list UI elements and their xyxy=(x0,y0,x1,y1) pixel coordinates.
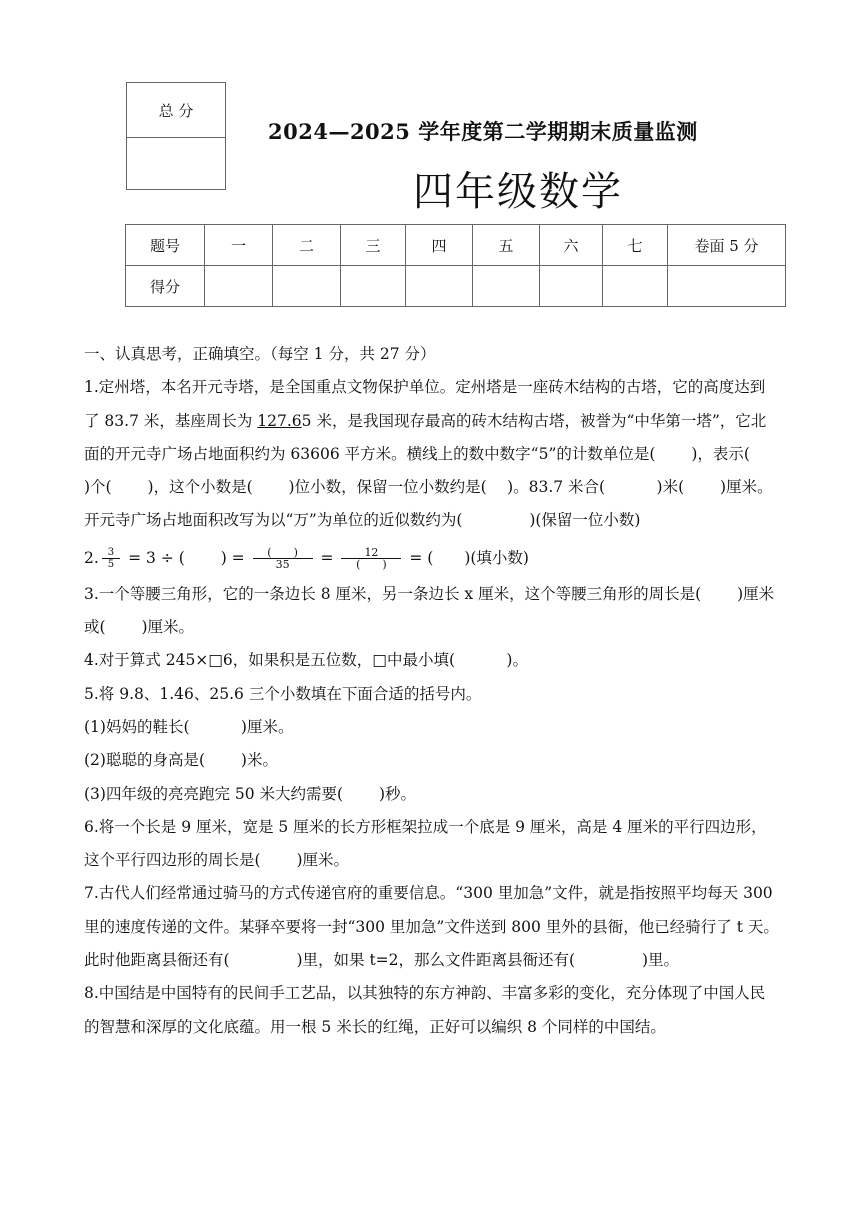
total-score-label: 总 分 xyxy=(127,83,226,138)
frac-num: 12 xyxy=(341,547,401,559)
section-heading: 一、认真思考，正确填空。（每空 1 分，共 27 分） xyxy=(84,345,436,363)
q2-end: = ( )(填小数) xyxy=(404,548,529,567)
q1-underlined-number: 127.6 xyxy=(257,411,302,430)
frac-den: 5 xyxy=(107,559,115,571)
frac-num: ( ) xyxy=(253,547,313,559)
q2-prefix: 2. xyxy=(84,548,99,567)
q1-text-a: 1.定州塔，本名开元寺塔，是全国重点文物保护单位。定州塔是一座砖木结构的古塔，它的高度达到了 83.7 米，基座周长为 xyxy=(84,378,766,430)
header-cell: 六 xyxy=(540,225,603,266)
fraction-blank-35 xyxy=(253,547,313,570)
header-cell: 三 xyxy=(341,225,406,266)
header-cell: 四 xyxy=(406,225,473,266)
score-cell[interactable] xyxy=(205,266,273,307)
header-cell: 题号 xyxy=(126,225,205,266)
score-cell[interactable] xyxy=(473,266,540,307)
frac-num: 3 xyxy=(102,547,120,559)
fraction-12-blank xyxy=(341,547,401,570)
question-5-3: (3)四年级的亮亮跑完 50 米大约需要( )秒。 xyxy=(84,784,417,803)
question-1 xyxy=(84,371,786,537)
score-table xyxy=(125,224,786,307)
score-cell[interactable] xyxy=(540,266,603,307)
question-7: 7.古代人们经常通过骑马的方式传递官府的重要信息。“300 里加急”文件，就是指按照平均每天 300 里的速度传递的文件。某驿卒要将一封“300 里加急”文件送到 800 里外的县衙，他已经骑行了 t 天。此时他距离县衙还有( )里，如果 t=2，那么文件距离县衙还有( )里。 xyxy=(84,884,779,970)
score-cell[interactable] xyxy=(273,266,341,307)
question-5: 5.将 9.8、1.46、25.6 三个小数填在下面合适的括号内。 xyxy=(84,684,482,703)
header-cell: 五 xyxy=(473,225,540,266)
total-score-cell[interactable] xyxy=(127,138,226,190)
score-table-header-row xyxy=(126,225,786,266)
question-3: 3.一个等腰三角形，它的一条边长 8 厘米，另一条边长 x 厘米，这个等腰三角形的周长是( )厘米或( )厘米。 xyxy=(84,584,775,637)
score-cell[interactable] xyxy=(341,266,406,307)
question-8: 8.中国结是中国特有的民间手工艺品，以其独特的东方神韵、丰富多彩的变化，充分体现了中国人民的智慧和深厚的文化底蕴。用一根 5 米长的红绳，正好可以编织 8 个同样的中国结。 xyxy=(84,984,766,1036)
q1-text-b: 5 米，是我国现存最高的砖木结构古塔，被誉为“中华第一塔”，它北面的开元寺广场占地面积约为 63606 平方米。横线上的数中数字“5”的计数单位是( )，表示( )个( )，这个小数是( )位小数，保留一位小数约是( )。83.7 米合( )米( )厘米。开元寺广场占地面积改写为以“万”为单位的近似数约为( )(保留一位小数) xyxy=(84,411,786,530)
header-cell: 一 xyxy=(205,225,273,266)
score-row-label: 得分 xyxy=(126,266,205,307)
subject-title: 四年级数学 xyxy=(413,169,623,215)
score-table-score-row xyxy=(126,266,786,307)
q2-mid: = 3 ÷ ( ) = xyxy=(123,548,250,567)
header-cell: 卷面 5 分 xyxy=(668,225,786,266)
score-cell[interactable] xyxy=(406,266,473,307)
question-6: 6.将一个长是 9 厘米，宽是 5 厘米的长方形框架拉成一个底是 9 厘米，高是 4 厘米的平行四边形，这个平行四边形的周长是( )厘米。 xyxy=(84,817,767,870)
score-cell[interactable] xyxy=(668,266,786,307)
header-cell: 七 xyxy=(603,225,668,266)
question-4: 4.对于算式 245×□6，如果积是五位数，□中最小填( )。 xyxy=(84,651,528,670)
frac-den: 35 xyxy=(275,558,290,572)
fraction-3-5 xyxy=(102,547,120,570)
frac-den: ( ) xyxy=(356,558,387,572)
score-cell[interactable] xyxy=(603,266,668,307)
question-5-1: (1)妈妈的鞋长( )厘米。 xyxy=(84,717,294,736)
exam-title: 2024—2025 学年度第二学期期末质量监测 xyxy=(268,119,698,144)
section-1 xyxy=(84,338,786,1044)
question-5-2: (2)聪聪的身高是( )米。 xyxy=(84,751,278,770)
q2-eq: = xyxy=(315,548,339,567)
header-cell: 二 xyxy=(273,225,341,266)
total-score-box xyxy=(126,82,226,190)
question-2 xyxy=(84,538,780,578)
